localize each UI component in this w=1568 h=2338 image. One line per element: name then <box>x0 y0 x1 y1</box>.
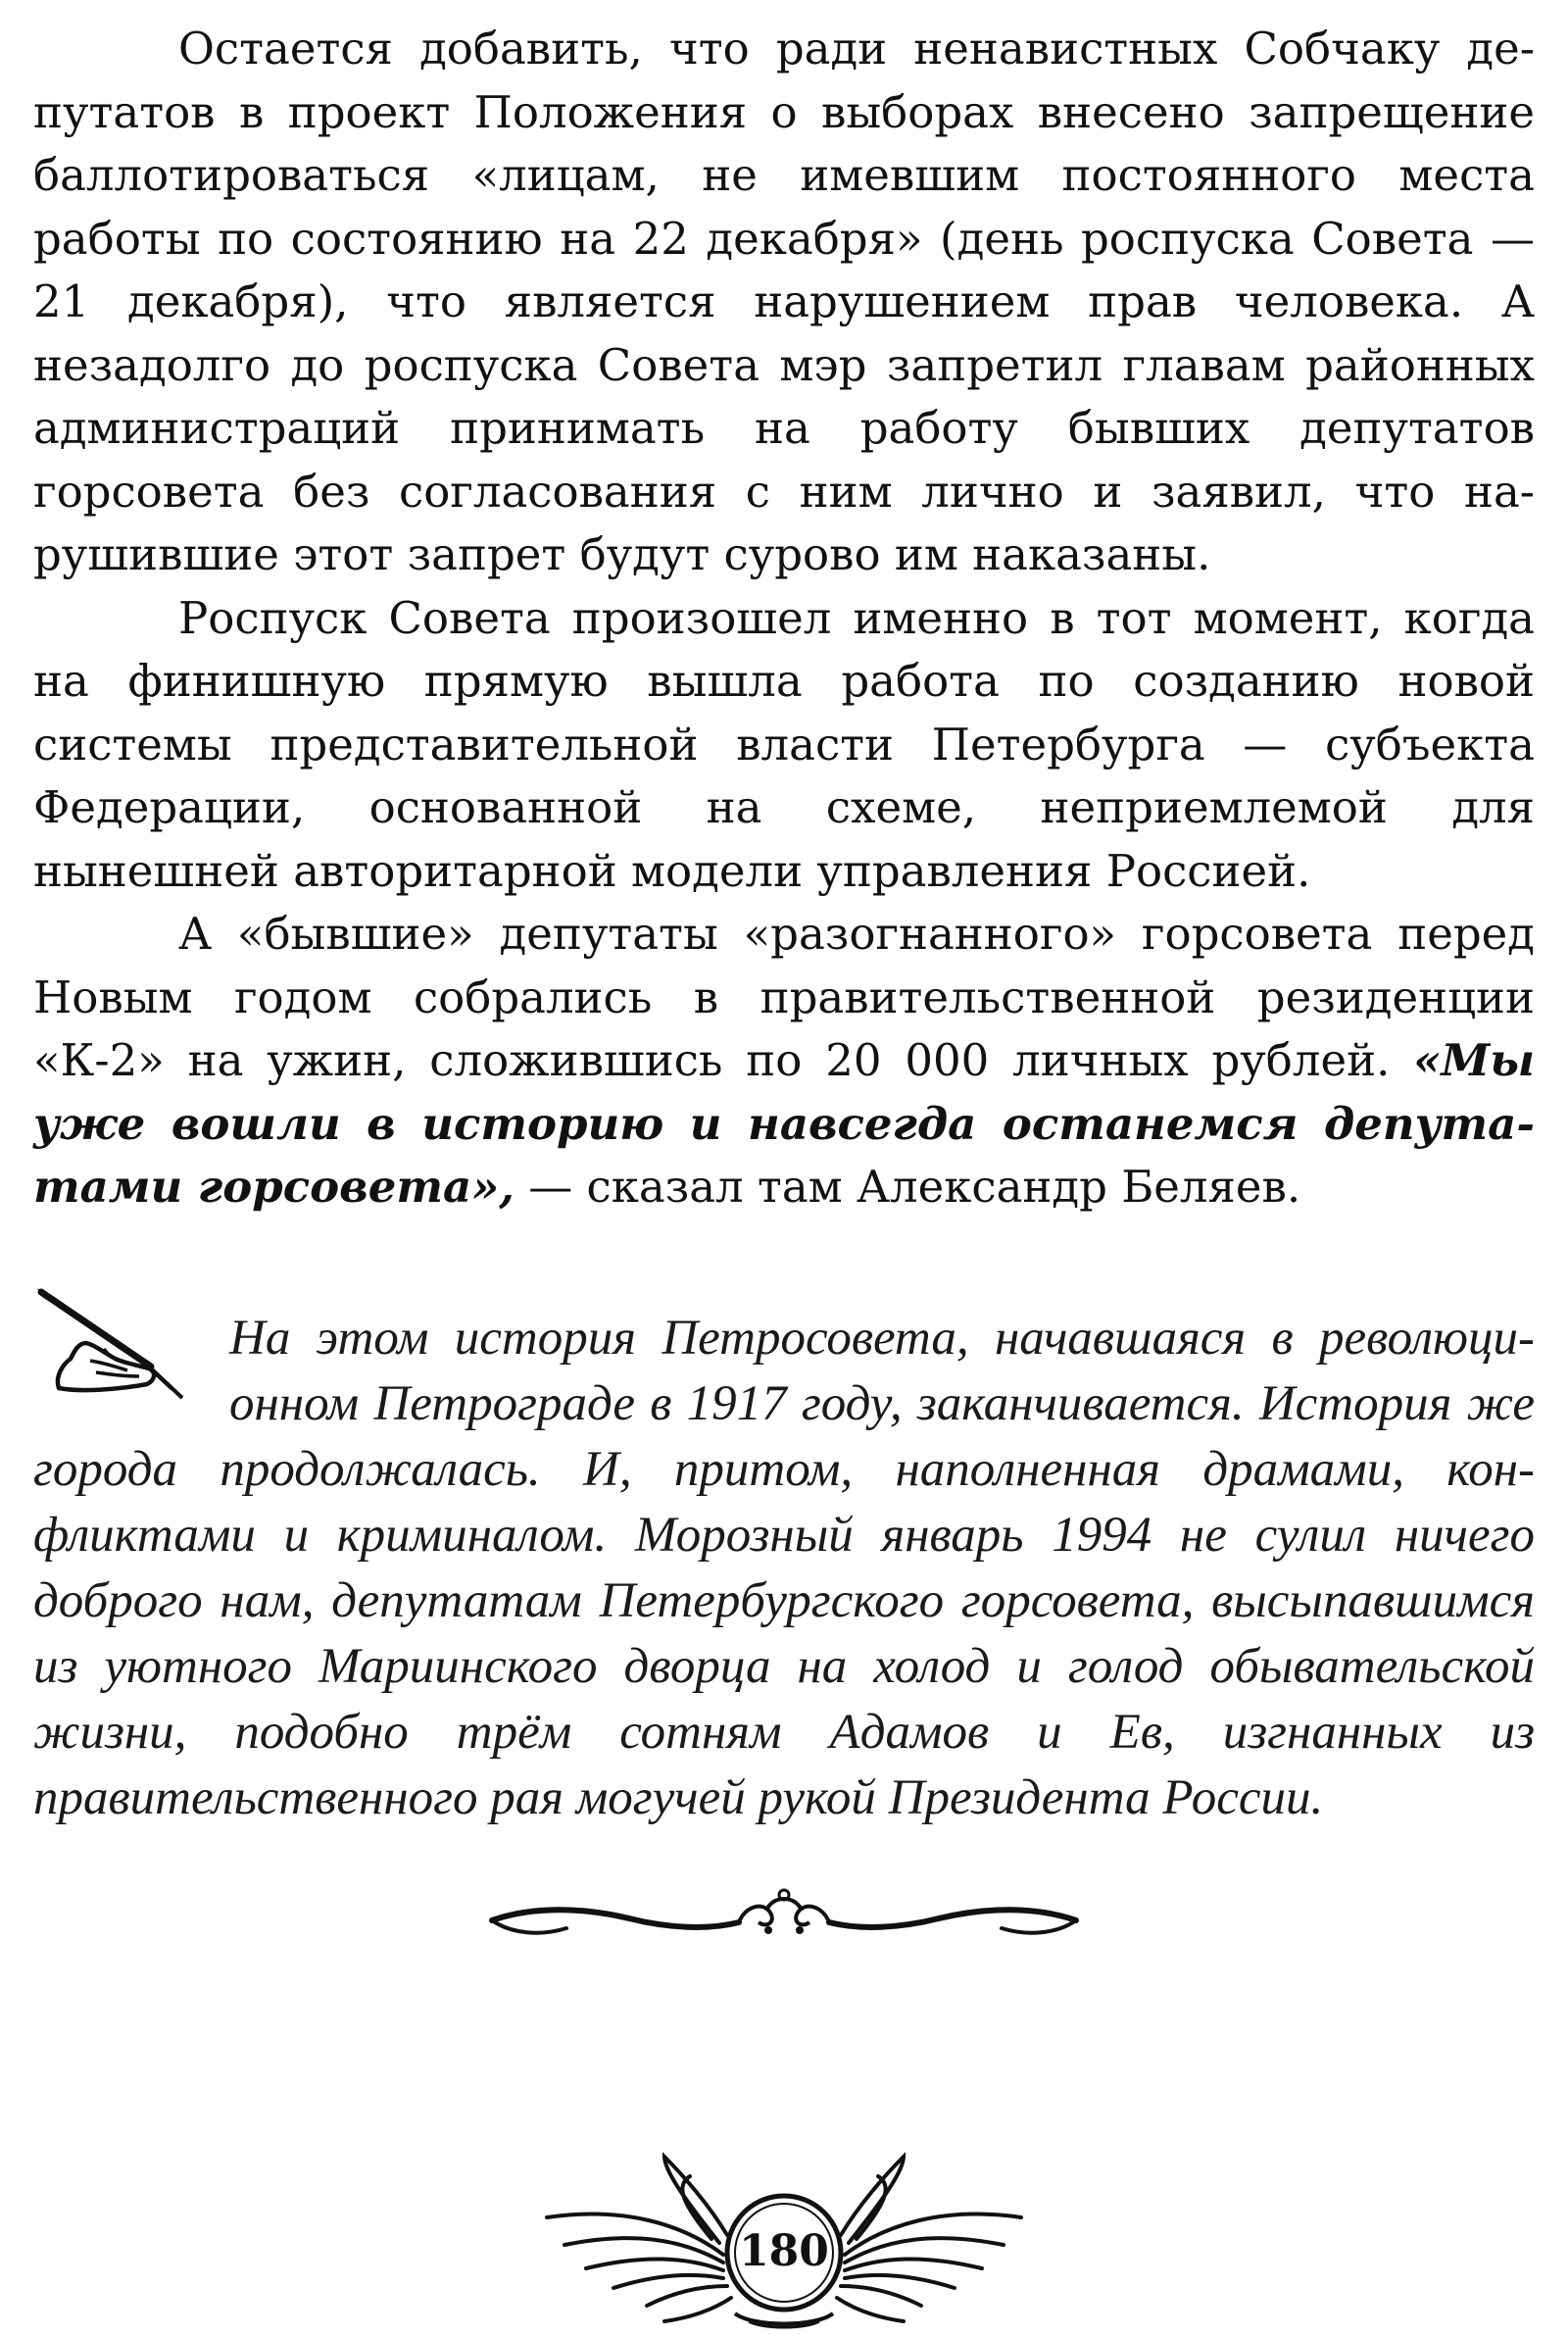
paragraph-3-text: А «бывшие» депутаты «разогнанного» горсовета перед Новым годом собрались в правительственной резиденции «К-2» на ужин, сложившись по 20 000 личных рублей. <box>33 908 1535 1086</box>
page-number: 180 <box>739 2226 829 2276</box>
writing-hand-icon <box>33 1282 218 1408</box>
paragraph-3 <box>33 903 1535 1219</box>
author-note <box>33 1306 1535 1831</box>
folio <box>517 2137 1051 2333</box>
paragraph-1: Остается добавить, что ради ненавистных Собчаку депутатов в проект Положения о выборах внесено запрещение баллотироваться «лицам, не имевшим постоянного места работы по состоянию на 22 декабря» (день роспуска Совета — 21 декабря), что является нарушением прав человека. А незадолго до роспуска Совета мэр запретил главам районных администраций принимать на работу бывших депутатов горсовета без согласования с ним лично и заявил, что нарушившие этот запрет будут сурово им наказаны. <box>33 23 1535 580</box>
paragraph-2: Роспуск Совета произошел именно в тот момент, когда на финишную прямую вышла работа по созданию новой системы представительной власти Петербурга — субъекта Федерации, основанной на схеме, неприемлемой для нынешней авторитарной модели управления Россией. <box>33 591 1535 897</box>
main-text <box>33 18 1535 1219</box>
belyaev-quote: «Мы уже вошли в историю и навсегда останемся депутатами горсовета», <box>33 1034 1535 1213</box>
ornament-divider <box>472 1887 1096 1952</box>
paragraph-3-ending: — сказал там Александр Беляев. <box>514 1161 1301 1213</box>
note-text: На этом история Петросовета, начавшаяся в революционном Петрограде в 1917 году, заканчивается. История же города продолжалась. И, притом, наполненная драмами, конфликтами и криминалом. Морозный январь 1994 не сулил ничего доброго нам, депутатам Петербургского горсовета, высыпавшимся из уютного Мариинского дворца на холод и голод обывательской жизни, подобно трём сотням Адамов и Ев, изгнанных из правительственного рая могучей рукой Президента России. <box>33 1311 1535 1825</box>
